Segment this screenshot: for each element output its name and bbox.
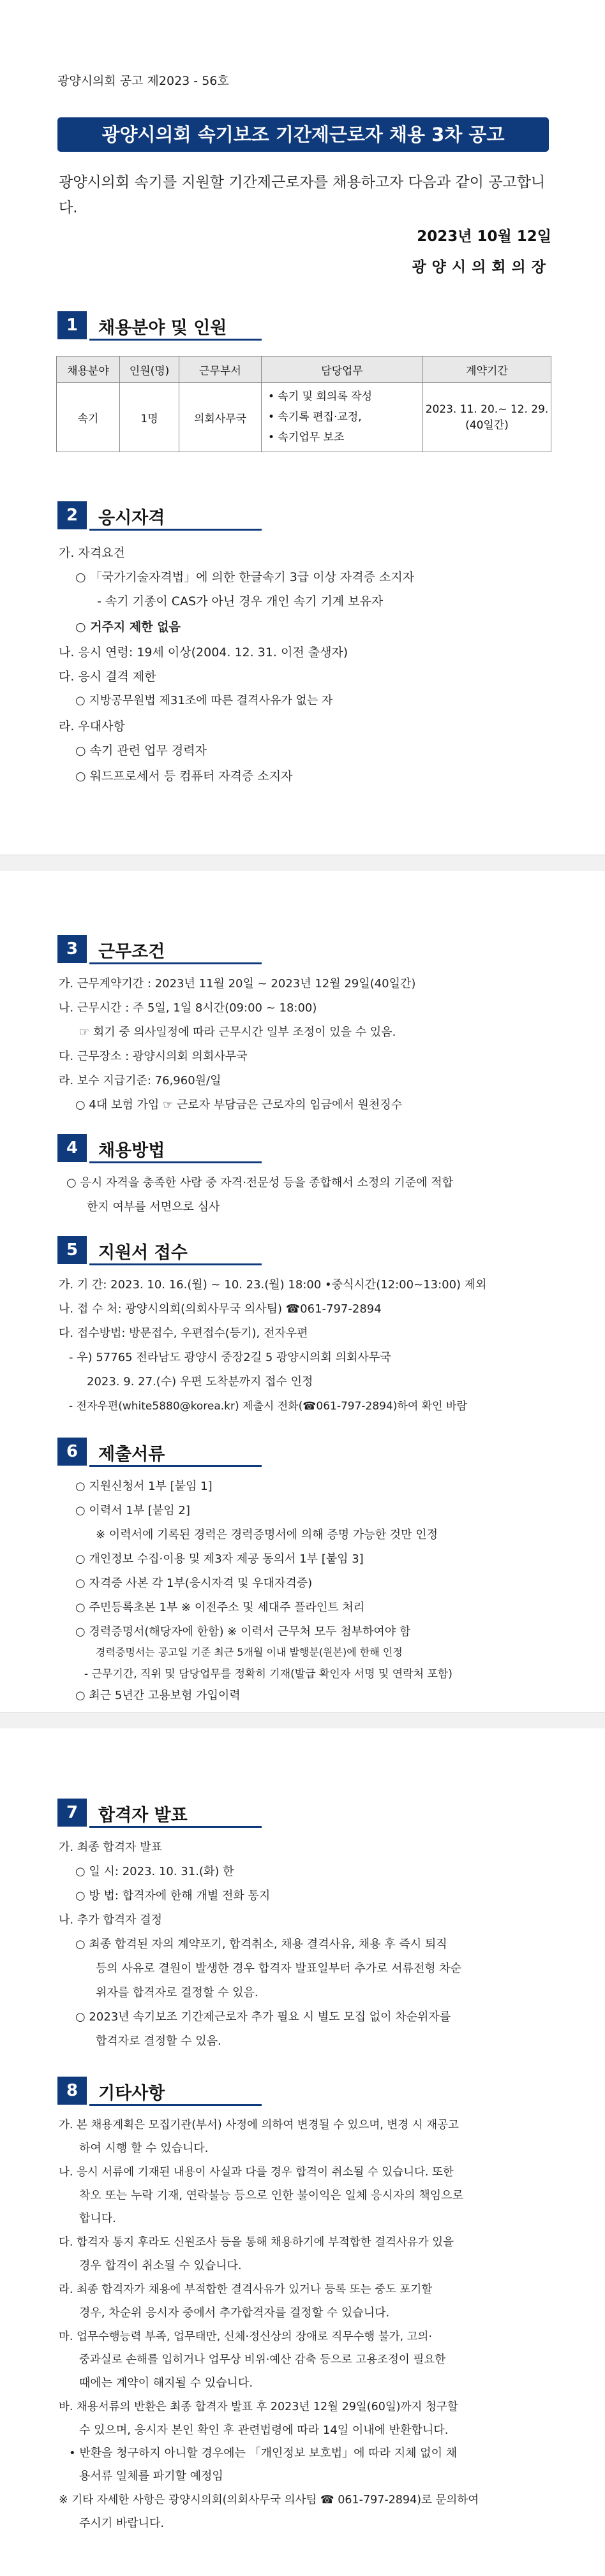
section-number: 8 <box>57 2077 87 2105</box>
text-line: - 속기 기종이 CAS가 아닌 경우 개인 속기 기계 보유자 <box>97 594 384 608</box>
text-line: 경우 합격이 취소될 수 있습니다. <box>79 2259 242 2272</box>
text-line: 가. 기 간: 2023. 10. 16.(월) ~ 10. 23.(월) 18:00 •중식시간(12:00~13:00) 제외 <box>59 1278 487 1292</box>
section-underline <box>89 339 262 341</box>
section-number: 3 <box>57 935 87 963</box>
text-line: ○ 속기 관련 업무 경력자 <box>75 744 207 758</box>
text-line: ○ 최종 합격된 자의 계약포기, 합격취소, 채용 결격사유, 채용 후 즉시 퇴직 <box>75 1938 447 1951</box>
text-line: 가. 근무계약기간 : 2023년 11월 20일 ~ 2023년 12월 29일(40일간) <box>59 977 416 990</box>
text-line: ○ 4대 보험 가입 ☞ 근로자 부담금은 근로자의 임금에서 원천징수 <box>75 1098 403 1112</box>
text-line: 하여 시행 할 수 있습니다. <box>79 2142 209 2155</box>
cell-dept: 의회사무국 <box>179 383 262 452</box>
section-underline <box>89 1465 262 1467</box>
text-line: 나. 추가 합격자 결정 <box>59 1913 162 1927</box>
page-title: 광양시의회 속기보조 기간제근로자 채용 3차 공고 <box>57 117 549 152</box>
text-line: ○ 이력서 1부 [붙임 2] <box>75 1504 190 1517</box>
text-line: ○ 경력증명서(해당자에 한함) ※ 이력서 근무처 모두 첨부하여야 함 <box>75 1625 411 1638</box>
text-line: ☞ 회기 중 의사일정에 따라 근무시간 일부 조정이 있을 수 있음. <box>79 1026 396 1039</box>
text-line: 합격자로 결정할 수 있음. <box>96 2035 221 2048</box>
text-line: 마. 업무수행능력 부족, 업무태만, 신체·정신상의 장애로 직무수행 불가, 고의· <box>59 2330 433 2343</box>
table-header: 근무부서 <box>179 357 262 383</box>
page-3 <box>0 1728 605 2576</box>
notice-number: 광양시의회 공고 제2023 - 56호 <box>57 74 229 88</box>
section-underline <box>89 529 262 531</box>
duty-item: • 속기록 편집·교정, <box>268 411 362 423</box>
section-underline <box>89 2104 262 2106</box>
signature: 광양시의회의장 <box>412 259 551 276</box>
text-line: 중과실로 손해를 입히거나 업무상 비위·예산 감축 등으로 고용조정이 필요한 <box>79 2353 446 2366</box>
section-number: 2 <box>57 501 87 529</box>
text-line: 합니다. <box>79 2212 116 2225</box>
text-line: ※ 기타 자세한 사항은 광양시의회(의회사무국 의사팀 ☎ 061-797-2894)로 문의하여 <box>59 2494 479 2506</box>
cell-field: 속기 <box>57 383 120 452</box>
text-line: 등의 사유로 결원이 발생한 경우 합격자 발표일부터 추가로 서류전형 차순 <box>96 1962 462 1975</box>
cell-period <box>423 383 551 452</box>
cell-duties <box>262 383 423 452</box>
text-line: ○ 개인정보 수집·이용 및 제3자 제공 동의서 1부 [붙임 3] <box>75 1552 364 1566</box>
section-title: 채용방법 <box>98 1141 165 1161</box>
section-number: 5 <box>57 1236 87 1264</box>
table-header: 채용분야 <box>57 357 120 383</box>
text-line: • 반환을 청구하지 아니할 경우에는 「개인정보 보호법」에 따라 지체 없이 채 <box>69 2447 458 2460</box>
text-line: ○ 최근 5년간 고용보험 가입이력 <box>75 1689 241 1702</box>
text-line: 나. 응시 서류에 기재된 내용이 사실과 다를 경우 합격이 취소될 수 있습니다. 또한 <box>59 2166 454 2179</box>
text-line: 2023. 9. 27.(수) 우편 도착분까지 접수 인정 <box>87 1375 313 1388</box>
text-line: 다. 접수방법: 방문접수, 우편접수(등기), 전자우편 <box>59 1327 308 1340</box>
text-line: ○ 일 시: 2023. 10. 31.(화) 한 <box>75 1865 234 1878</box>
table-header-row <box>57 357 551 383</box>
text-line: 나. 응시 연령: 19세 이상(2004. 12. 31. 이전 출생자) <box>59 645 348 659</box>
page-break <box>0 1712 605 1730</box>
text-line: 경력증명서는 공고일 기준 최근 5개월 이내 발행분(원본)에 한해 인정 <box>96 1646 403 1658</box>
text-line: 바. 채용서류의 반환은 최종 합격자 발표 후 2023년 12월 29일(60일)까지 청구할 <box>59 2401 458 2413</box>
text-line: - 우) 57765 전라남도 광양시 중장2길 5 광양시의회 의회사무국 <box>69 1351 391 1364</box>
text-line: 경우, 차순위 응시자 중에서 추가합격자를 결정할 수 있습니다. <box>79 2306 390 2320</box>
text-line: 다. 합격자 통지 후라도 신원조사 등을 통해 채용하기에 부적합한 결격사유가 있을 <box>59 2236 454 2249</box>
text-line: ※ 이력서에 기록된 경력은 경력증명서에 의해 증명 가능한 것만 인정 <box>96 1528 438 1542</box>
section-underline <box>89 1826 262 1828</box>
text-line: 나. 근무시간 : 주 5일, 1일 8시간(09:00 ~ 18:00) <box>59 1001 317 1015</box>
text-line: ○ 응시 자격을 충족한 사람 중 자격·전문성 등을 종합해서 소정의 기준에 적합 <box>66 1176 454 1189</box>
page-break <box>0 855 605 872</box>
duty-item: • 속기 및 회의록 작성 <box>268 390 373 403</box>
text-line: ○ 워드프로세서 등 컴퓨터 자격증 소지자 <box>75 769 293 783</box>
text-line: 다. 근무장소 : 광양시의회 의회사무국 <box>59 1050 248 1063</box>
page-2 <box>0 871 605 1712</box>
section-number: 6 <box>57 1438 87 1466</box>
text-line: ○ 지방공무원법 제31조에 따른 결격사유가 없는 자 <box>75 694 333 707</box>
table-header: 인원(명) <box>120 357 179 383</box>
table-row <box>57 383 551 452</box>
section-title: 응시자격 <box>98 508 165 528</box>
table-header: 담당업무 <box>262 357 423 383</box>
text-line: ○ 방 법: 합격자에 한해 개별 전화 통지 <box>75 1889 271 1903</box>
text-line: 가. 최종 합격자 발표 <box>59 1841 162 1854</box>
notice-date: 2023년 10월 12일 <box>417 228 551 245</box>
cell-count: 1명 <box>120 383 179 452</box>
page-1 <box>0 0 605 855</box>
text-line: ○ 거주지 제한 없음 <box>75 620 181 634</box>
text-line: 나. 접 수 처: 광양시의회(의회사무국 의사팀) ☎061-797-2894 <box>59 1302 382 1316</box>
section-title: 근무조건 <box>98 942 165 962</box>
text-line: ○ 주민등록초본 1부 ※ 이전주소 및 세대주 플라인트 처리 <box>75 1601 365 1614</box>
text-line: 주시기 바랍니다. <box>79 2517 165 2530</box>
recruitment-table <box>56 356 551 452</box>
section-underline <box>89 1263 262 1265</box>
text-line: 착오 또는 누락 기재, 연락불능 등으로 인한 불이익은 일체 응시자의 책임으로 <box>79 2189 463 2202</box>
period-range: 2023. 11. 20.~ 12. 29. <box>425 402 549 416</box>
section-number: 4 <box>57 1134 87 1162</box>
text-line: ○ 2023년 속기보조 기간제근로자 추가 필요 시 별도 모집 없이 차순위자를 <box>75 2010 451 2024</box>
period-days: (40일간) <box>465 418 509 432</box>
duty-item: • 속기업무 보조 <box>268 431 345 444</box>
text-line: ○ 지원신청서 1부 [붙임 1] <box>75 1480 213 1493</box>
intro-text: 광양시의회 속기를 지원할 기간제근로자를 채용하고자 다음과 같이 공고합니다. <box>59 174 546 216</box>
section-title: 기타사항 <box>98 2084 165 2103</box>
text-line: 다. 응시 결격 제한 <box>59 670 156 684</box>
text-line: ○ 「국가기술자격법」에 의한 한글속기 3급 이상 자격증 소지자 <box>75 570 415 584</box>
section-number: 1 <box>57 311 87 339</box>
section-number: 7 <box>57 1799 87 1827</box>
text-line: 용서류 일체를 파기할 예정임 <box>79 2469 223 2483</box>
section-title: 지원서 접수 <box>98 1243 188 1263</box>
text-line: - 근무기간, 직위 및 담당업무를 정확히 기재(발급 확인자 서명 및 연락처 포함) <box>84 1668 452 1681</box>
text-line: 라. 최종 합격자가 채용에 부적합한 결격사유가 있거나 등록 또는 중도 포기할 <box>59 2283 433 2296</box>
section-title: 합격자 발표 <box>98 1806 188 1825</box>
table-header: 계약기간 <box>423 357 551 383</box>
section-title: 제출서류 <box>98 1445 165 1464</box>
text-line: 때에는 계약이 해지될 수 있습니다. <box>79 2376 253 2390</box>
section-underline <box>89 1161 262 1163</box>
text-line: 라. 우대사항 <box>59 719 125 733</box>
section-underline <box>89 962 262 964</box>
text-line: ○ 자격증 사본 각 1부(응시자격 및 우대자격증) <box>75 1577 313 1590</box>
text-line: 가. 자격요건 <box>59 546 125 560</box>
text-line: 수 있으며, 응시자 본인 확인 후 관련법령에 따라 14일 이내에 반환합니다. <box>79 2424 449 2437</box>
text-line: 위자를 합격자로 결정할 수 있음. <box>96 1986 258 1999</box>
text-line: 라. 보수 지급기준: 76,960원/일 <box>59 1074 221 1087</box>
section-title: 채용분야 및 인원 <box>98 318 227 338</box>
text-line: 가. 본 채용계획은 모집기관(부서) 사정에 의하여 변경될 수 있으며, 변경 시 재공고 <box>59 2119 459 2131</box>
email-line: - 전자우편(white5880@korea.kr) 제출시 전화(☎061-797-2894)하여 확인 바람 <box>69 1400 467 1413</box>
text-line: 한지 여부를 서면으로 심사 <box>87 1200 220 1214</box>
